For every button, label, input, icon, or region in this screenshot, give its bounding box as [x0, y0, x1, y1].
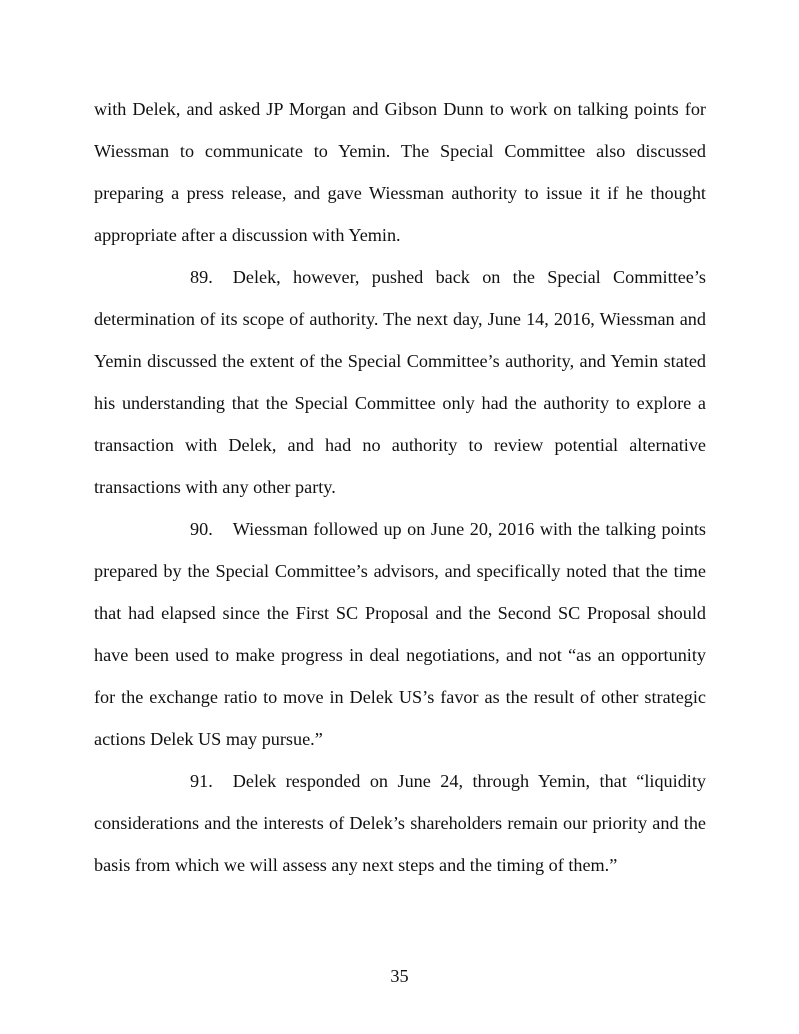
- paragraph-text: Delek, however, pushed back on the Special Committee’s determination of its scope of authority. The next day, June 14, 2016, Wiessman and Yemin discussed the extent of the Special Committee’s authority, and Yemin stated his understanding that the Special Committee only had the authority to explore a transaction with Delek, and had no authority to review potential alternative transactions with any other party.: [94, 267, 706, 497]
- body-text: [94, 88, 706, 886]
- page-number: 35: [390, 966, 409, 986]
- paragraph-continued: [94, 88, 706, 256]
- paragraph-number: 90.: [190, 519, 213, 539]
- paragraph-text: Delek responded on June 24, through Yemin, that “liquidity considerations and the interests of Delek’s shareholders remain our priority and the basis from which we will assess any next steps and the timing of them.”: [94, 771, 706, 875]
- paragraph-89: [94, 256, 706, 508]
- paragraph-number: 91.: [190, 771, 213, 791]
- paragraph-91: [94, 760, 706, 886]
- paragraph-number: 89.: [190, 267, 213, 287]
- paragraph-text: Wiessman followed up on June 20, 2016 with the talking points prepared by the Special Committee’s advisors, and specifically noted that the time that had elapsed since the First SC Proposal and the Second SC Proposal should have been used to make progress in deal negotiations, and not “as an opportunity for the exchange ratio to move in Delek US’s favor as the result of other strategic actions Delek US may pursue.”: [94, 519, 706, 749]
- paragraph-text: with Delek, and asked JP Morgan and Gibson Dunn to work on talking points for Wiessman to communicate to Yemin. The Special Committee also discussed preparing a press release, and gave Wiessman authority to issue it if he thought appropriate after a discussion with Yemin.: [94, 99, 706, 245]
- paragraph-90: [94, 508, 706, 760]
